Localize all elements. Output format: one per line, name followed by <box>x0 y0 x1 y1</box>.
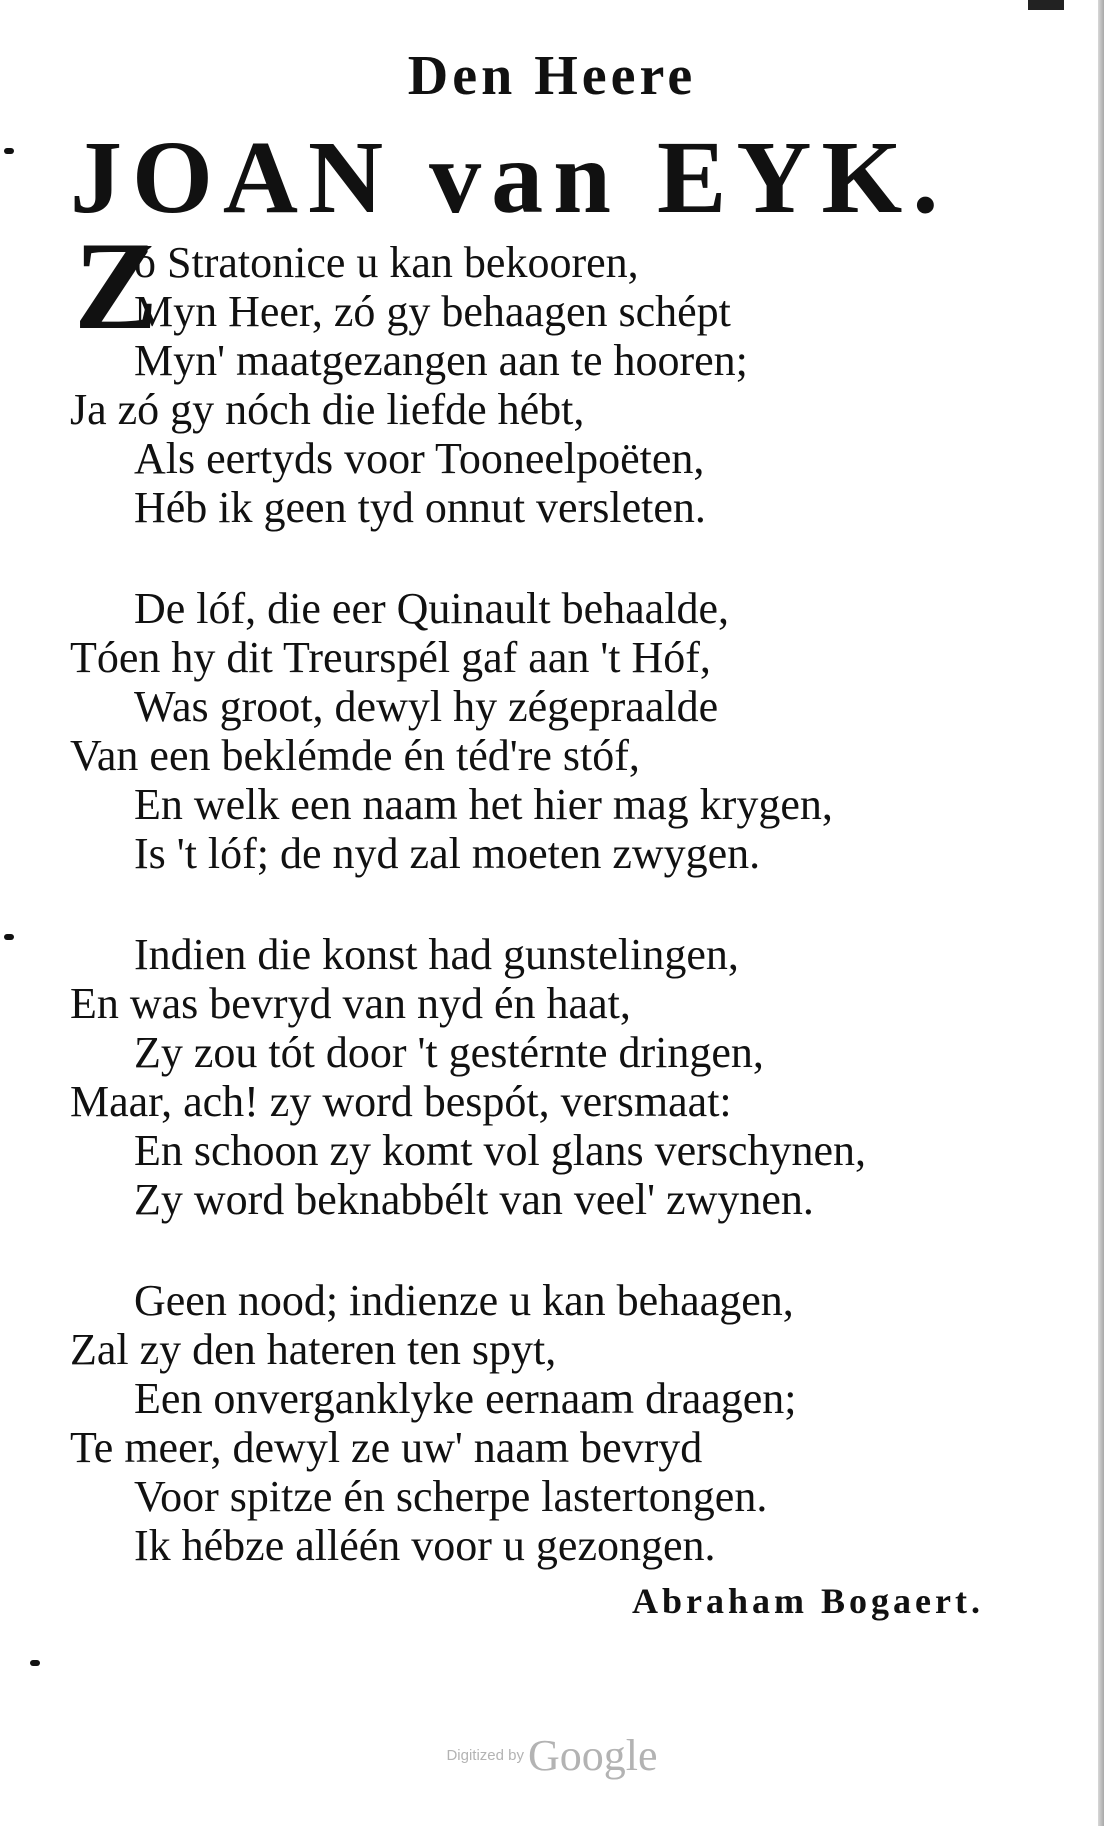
poem-line: Zy word beknabbélt van veel' zwynen. <box>134 1175 814 1224</box>
dedication-title: JOAN van EYK. <box>70 120 949 235</box>
poem-line: Myn Heer, zó gy behaagen schépt <box>134 287 731 336</box>
poem-line: Als eertyds voor Tooneelpoëten, <box>134 434 705 483</box>
stanza-4 <box>70 1276 970 1570</box>
poem-line: Héb ik geen tyd onnut versleten. <box>134 483 706 532</box>
poem-line: De lóf, die eer Quinault behaalde, <box>134 584 729 633</box>
digitized-watermark <box>0 1730 1104 1781</box>
poem-line: Ik hébze alléén voor u gezongen. <box>134 1521 716 1570</box>
stanza-2 <box>70 584 970 878</box>
watermark-prefix: Digitized by <box>446 1747 524 1764</box>
line-text: ó Stratonice u kan bekooren, <box>134 238 639 287</box>
poem-line: Ja zó gy nóch die liefde hébt, <box>70 385 585 434</box>
poem-line: Voor spitze én scherpe lastertongen. <box>134 1472 768 1521</box>
poem-line: Te meer, dewyl ze uw' naam bevryd <box>70 1423 703 1472</box>
corner-ink-mark <box>1028 0 1064 10</box>
margin-ink-mark <box>30 1660 40 1666</box>
poem-line: Van een beklémde én téd're stóf, <box>70 731 640 780</box>
poem <box>70 217 970 1622</box>
poem-line: Was groot, dewyl hy zégepraalde <box>134 682 719 731</box>
poem-line: En was bevryd van nyd én haat, <box>70 979 631 1028</box>
poem-line: Myn' maatgezangen aan te hooren; <box>134 336 748 385</box>
poem-line: Een onverganklyke eernaam draagen; <box>134 1374 797 1423</box>
watermark-brand: Google <box>528 1731 658 1780</box>
poem-line: Indien die konst had gunstelingen, <box>134 930 739 979</box>
poem-line: Is 't lóf; de nyd zal moeten zwygen. <box>134 829 761 878</box>
margin-ink-mark <box>4 148 14 154</box>
poem-line: Tóen hy dit Treurspél gaf aan 't Hóf, <box>70 633 711 682</box>
margin-ink-mark <box>4 934 14 940</box>
poem-line: En welk een naam het hier mag krygen, <box>134 780 833 829</box>
stanza-3 <box>70 930 970 1224</box>
poem-line: En schoon zy komt vol glans verschynen, <box>134 1126 866 1175</box>
author-signature: Abraham Bogaert. <box>632 1581 984 1621</box>
drop-cap: Z <box>74 217 159 356</box>
poem-line: Geen nood; indienze u kan behaagen, <box>134 1276 794 1325</box>
poem-line: Maar, ach! zy word bespót, versmaat: <box>70 1077 732 1126</box>
dedication-header: Den Heere <box>407 45 697 107</box>
poem-line: Zal zy den hateren ten spyt, <box>70 1325 557 1374</box>
poem-line: Zy zou tót door 't gestérnte dringen, <box>134 1028 764 1077</box>
page-edge <box>1098 0 1104 1826</box>
stanza-1 <box>70 217 970 532</box>
